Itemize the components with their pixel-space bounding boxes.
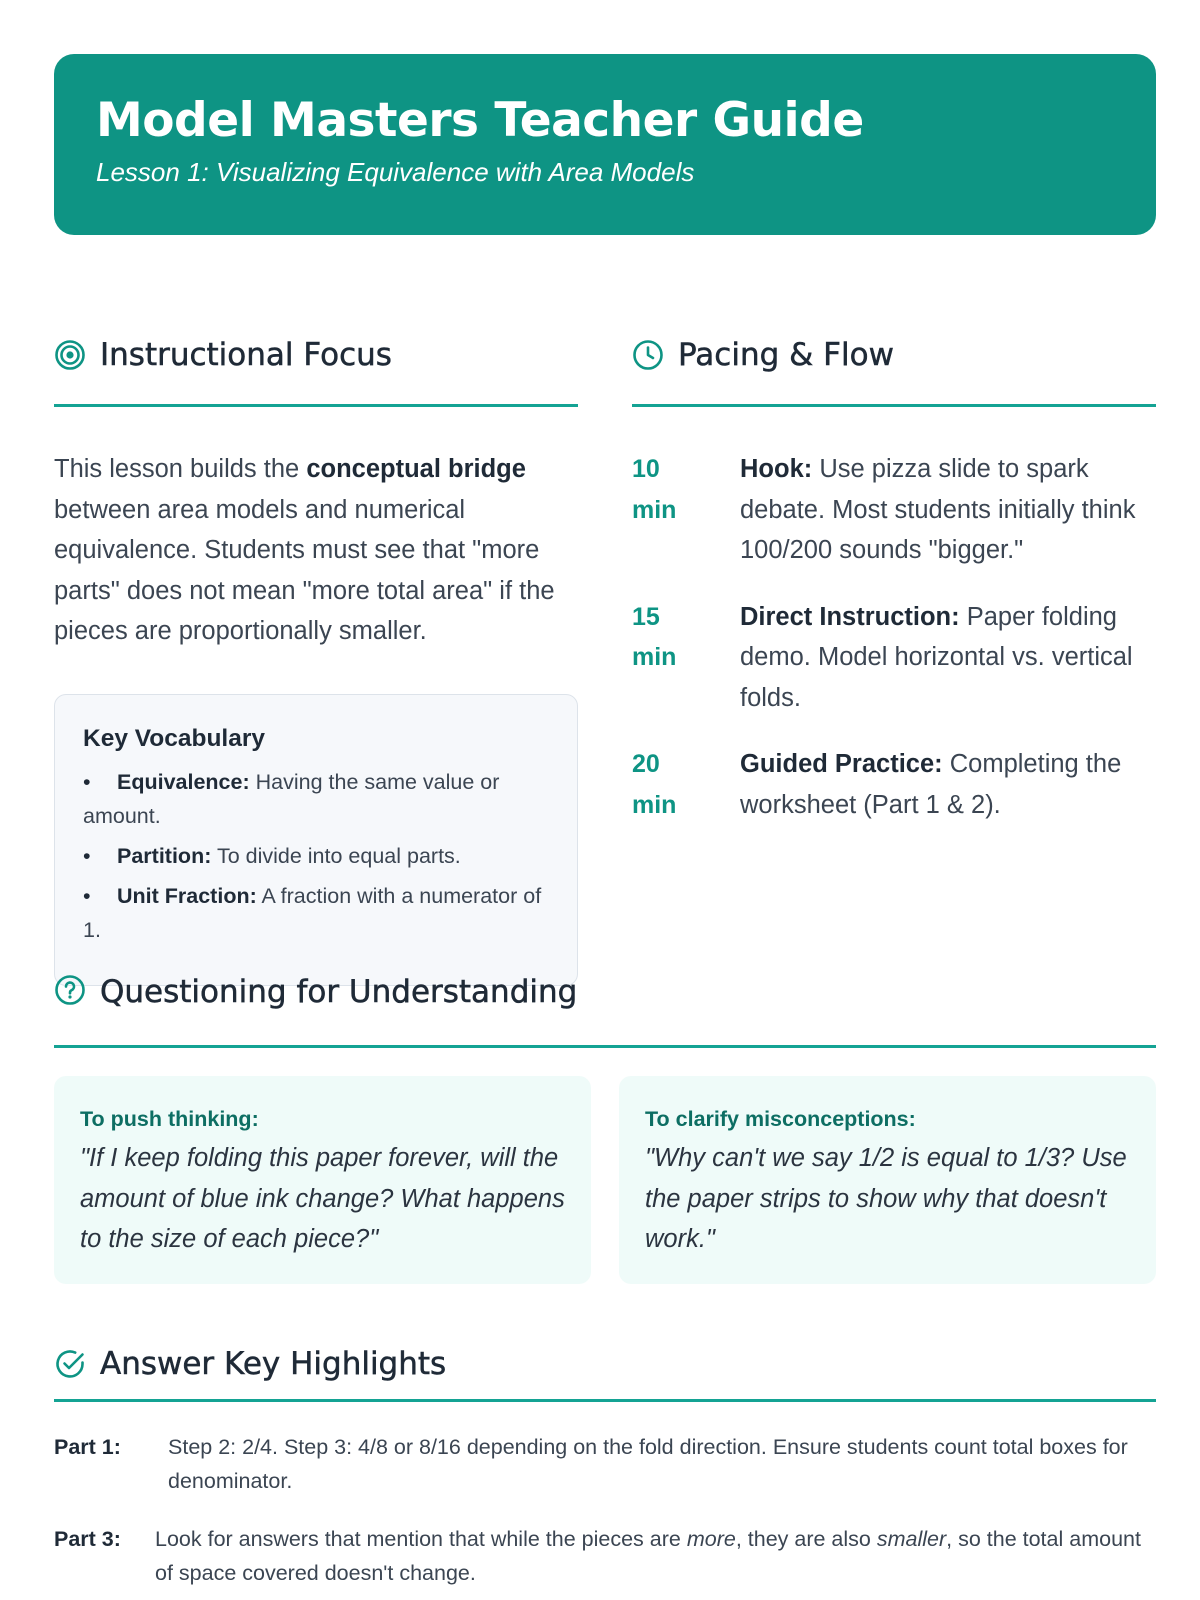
key-vocabulary-box (54, 694, 578, 986)
answer-emphasis: smaller (876, 1527, 947, 1551)
answer-text-part: , they are also (735, 1527, 877, 1551)
check-circle-icon (54, 1348, 86, 1380)
answer-text (155, 1522, 1156, 1590)
pacing-description (740, 744, 1156, 825)
pacing-text: Paper folding demo. Model horizontal vs. vertical folds. (740, 602, 1133, 712)
pacing-description (740, 449, 1156, 571)
pacing-time (632, 449, 740, 571)
bullet-icon: • (83, 883, 91, 908)
vocab-definition: Having the same value or amount. (83, 769, 500, 828)
question-card-label: To clarify misconceptions: (645, 1107, 916, 1131)
section-title: Questioning for Understanding (100, 974, 578, 1010)
vocab-definition: A fraction with a numerator of 1. (83, 883, 542, 942)
vocab-item (83, 879, 549, 947)
question-cards (54, 1076, 1156, 1284)
answer-key-section (54, 1328, 1156, 1590)
pacing-text: Use pizza slide to spark debate. Most students initially think 100/200 sounds "bigger." (740, 455, 1136, 564)
pacing-time (632, 597, 740, 719)
pacing-text: Completing the worksheet (Part 1 & 2). (740, 750, 1122, 819)
vocab-term: Partition: (117, 843, 212, 868)
pacing-time (632, 744, 740, 825)
question-card-quote: "If I keep folding this paper forever, will the amount of blue ink change? What happens to the size of each piece?" (80, 1144, 565, 1253)
section-title: Pacing & Flow (678, 336, 894, 373)
vocab-list (83, 765, 549, 947)
pacing-list (632, 449, 1156, 825)
pacing-title: Hook: (740, 455, 813, 483)
question-card-quote: "Why can't we say 1/2 is equal to 1/3? Use the paper strips to show why that doesn't work." (645, 1144, 1127, 1253)
focus-intro-paragraph (54, 449, 578, 652)
questioning-heading (54, 974, 1156, 1048)
lesson-subtitle: Lesson 1: Visualizing Equivalence with Area Models (96, 157, 695, 187)
pacing-flow-section (632, 280, 1156, 851)
time-unit: min (632, 790, 677, 819)
pacing-title: Guided Practice: (740, 750, 943, 778)
vocab-term: Unit Fraction: (117, 883, 257, 908)
vocab-item (83, 839, 549, 873)
intro-emphasis: conceptual bridge (306, 455, 526, 483)
target-icon (54, 339, 86, 371)
answer-row (54, 1430, 1156, 1498)
pacing-title: Direct Instruction: (740, 602, 960, 631)
answer-text: Step 2: 2/4. Step 3: 4/8 or 8/16 depending on the fold direction. Ensure students count total boxes for denominator. (168, 1435, 1128, 1493)
pacing-item (632, 449, 1156, 571)
pacing-flow-heading (632, 280, 1156, 407)
vocab-term: Equivalence: (117, 769, 250, 794)
answer-label: Part 3: (54, 1527, 121, 1551)
answer-label: Part 1: (54, 1435, 121, 1459)
pacing-item (632, 744, 1156, 825)
time-unit: min (632, 643, 677, 671)
question-card-label: To push thinking: (80, 1107, 259, 1131)
question-card (619, 1076, 1156, 1284)
answer-emphasis: more (686, 1527, 736, 1551)
pacing-item (632, 597, 1156, 719)
guide-header (54, 54, 1156, 235)
time-value: 15 (632, 602, 660, 631)
clock-icon (632, 339, 664, 371)
time-value: 10 (632, 455, 660, 483)
instructional-focus-heading (54, 280, 578, 407)
teacher-guide-page (54, 54, 1156, 1585)
time-value: 20 (632, 750, 660, 778)
page-title: Model Masters Teacher Guide (96, 93, 864, 148)
intro-text: This lesson builds the (54, 455, 307, 483)
pacing-description (740, 597, 1156, 719)
instructional-focus-section (54, 280, 578, 986)
question-card (54, 1076, 591, 1284)
answer-key-heading (54, 1328, 1156, 1402)
questioning-section (54, 974, 1156, 1284)
section-title: Answer Key Highlights (100, 1345, 447, 1382)
bullet-icon: • (83, 769, 91, 794)
vocab-item (83, 765, 549, 833)
vocab-title: Key Vocabulary (83, 724, 266, 752)
section-title: Instructional Focus (100, 336, 392, 373)
vocab-definition: To divide into equal parts. (211, 843, 461, 868)
question-circle-icon (54, 974, 86, 1006)
bullet-icon: • (83, 843, 91, 868)
intro-text-cont: between area models and numerical equivalence. Students must see that "more parts" does not mean "more total area" if the pieces are proportionally smaller. (54, 495, 555, 645)
answer-text-part: Look for answers that mention that while the pieces are (155, 1527, 687, 1551)
answer-row (54, 1522, 1156, 1590)
time-unit: min (632, 495, 677, 524)
answer-text-part: , so the total amount of space covered doesn't change. (155, 1527, 1141, 1585)
